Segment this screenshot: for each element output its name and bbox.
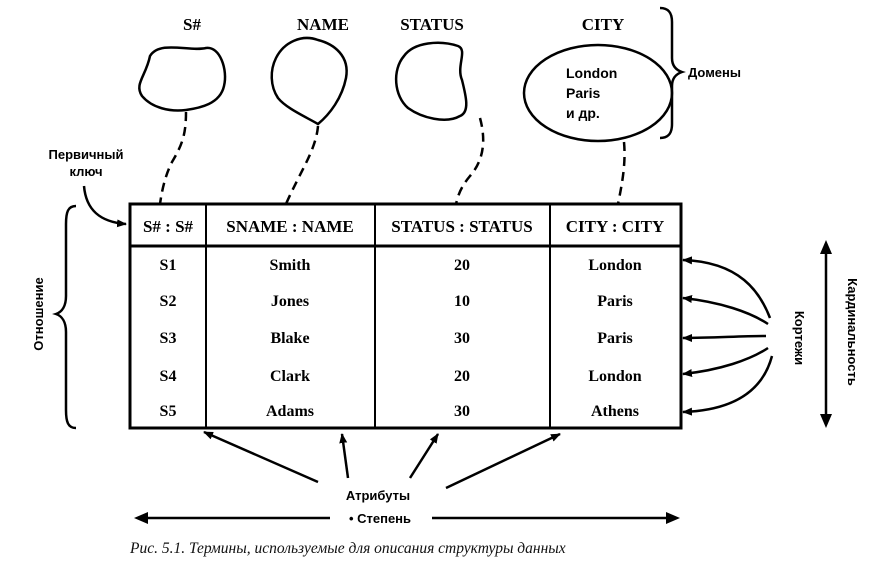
domain-link-s [160, 112, 186, 204]
attribute-arrow [342, 434, 348, 478]
attribute-arrow [410, 434, 438, 478]
tuple-arrows [683, 260, 772, 412]
domain-label-status: STATUS [400, 15, 464, 34]
table-cell: Adams [265, 403, 315, 420]
primary-key-arrow [84, 186, 126, 224]
cardinality-arrow-head-bottom [820, 414, 832, 428]
table-cell: 30 [454, 403, 470, 420]
domain-city-value-london: London [566, 65, 618, 81]
tuple-arrow [683, 336, 766, 338]
table-row [160, 257, 642, 274]
table-cell: S2 [159, 293, 177, 310]
table-cell: 30 [454, 330, 470, 347]
degree-arrow-head-right [666, 512, 680, 524]
degree-label: • Степень [348, 511, 412, 526]
tuple-arrow [683, 260, 770, 318]
domain-city-value-etc: и др. [566, 105, 600, 121]
domain-blob-s [139, 47, 225, 110]
table-cell: 20 [454, 257, 470, 274]
table-cell: Smith [269, 257, 311, 274]
table-cell: 10 [454, 293, 470, 310]
tuple-arrow [683, 348, 768, 374]
attributes-label: Атрибуты [345, 488, 411, 503]
table-header-cell: SNAME : NAME [226, 217, 354, 236]
domain-label-city: CITY [581, 15, 625, 34]
table-border [130, 204, 681, 428]
domain-link-name [286, 126, 318, 204]
domain-blob-status [396, 43, 466, 120]
relation-label: Отношение [31, 277, 46, 351]
table-row [160, 293, 633, 310]
table-cell: London [588, 368, 642, 385]
domain-city-value-paris: Paris [566, 85, 601, 101]
table-header-cell: S# : S# [142, 217, 194, 236]
table-cell: Paris [597, 293, 633, 310]
domains-label: Домены [688, 65, 741, 80]
table-cell: S5 [159, 403, 177, 420]
domain-label-name: NAME [297, 15, 349, 34]
table-cell: Jones [270, 293, 310, 310]
table-cell: S4 [159, 368, 177, 385]
table-cell: London [588, 257, 642, 274]
figure-caption: Рис. 5.1. Термины, используемые для описания структуры данных [130, 540, 566, 557]
table-cell: S1 [159, 257, 177, 274]
primary-key-label-line1: Первичный [48, 147, 124, 162]
degree-arrow-head-left [134, 512, 148, 524]
domains-brace [660, 8, 682, 138]
cardinality-label: Кардинальность [845, 278, 860, 386]
domain-link-city [618, 142, 625, 204]
cardinality-arrow-head-top [820, 240, 832, 254]
table-cell: Clark [270, 368, 310, 385]
table-row [160, 403, 639, 420]
table-row [160, 330, 633, 347]
attribute-arrow [446, 434, 560, 488]
tuple-arrow [683, 298, 768, 324]
primary-key-label-line2: ключ [69, 164, 103, 179]
relation-table [130, 204, 681, 428]
table-row [160, 368, 642, 385]
table-cell: 20 [454, 368, 470, 385]
domain-label-s: S# [183, 15, 201, 34]
tuples-label: Кортежи [792, 310, 807, 366]
table-cell: Blake [270, 330, 310, 347]
relation-brace [56, 206, 76, 428]
attribute-arrows [204, 432, 560, 488]
table-cell: Athens [590, 403, 640, 420]
table-cell: S3 [159, 330, 177, 347]
table-header-cell: STATUS : STATUS [391, 217, 533, 236]
attribute-arrow [204, 432, 318, 482]
domain-blob-name [272, 38, 347, 124]
tuple-arrow [683, 356, 772, 412]
domain-link-status [456, 118, 483, 204]
table-cell: Paris [597, 330, 633, 347]
table-header-cell: CITY : CITY [565, 217, 665, 236]
